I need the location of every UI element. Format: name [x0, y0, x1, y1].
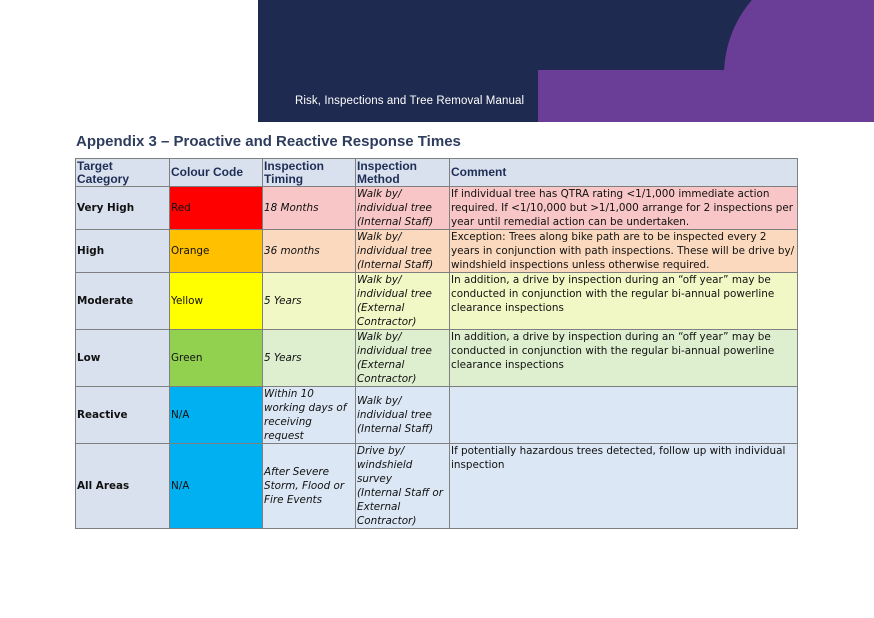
table-row	[76, 330, 798, 387]
category-cell: Moderate	[76, 273, 170, 330]
category-cell: Low	[76, 330, 170, 387]
method-cell: Walk by/ individual tree (External Contractor)	[356, 273, 450, 330]
comment-cell: If potentially hazardous trees detected, follow up with individual inspection	[450, 444, 798, 529]
table-row	[76, 230, 798, 273]
header-colour-code: Colour Code	[170, 159, 263, 187]
header-target-category: Target Category	[76, 159, 170, 187]
category-cell: Reactive	[76, 387, 170, 444]
colour-cell: Yellow	[170, 273, 263, 330]
method-cell: Walk by/ individual tree (Internal Staff)	[356, 187, 450, 230]
table-row	[76, 387, 798, 444]
comment-cell: In addition, a drive by inspection during an “off year” may be conducted in conjunction with the regular bi-annual powerline clearance inspections	[450, 330, 798, 387]
comment-cell: If individual tree has QTRA rating <1/1,000 immediate action required. If <1/10,000 but >1/1,000 arrange for 2 inspections per year until remedial action can be undertaken.	[450, 187, 798, 230]
timing-cell: 5 Years	[263, 330, 356, 387]
response-times-table	[75, 158, 798, 529]
timing-cell: Within 10 working days of receiving request	[263, 387, 356, 444]
header-comment: Comment	[450, 159, 798, 187]
comment-cell: In addition, a drive by inspection during an “off year” may be conducted in conjunction with the regular bi-annual powerline clearance inspections	[450, 273, 798, 330]
colour-cell: Orange	[170, 230, 263, 273]
header-inspection-method: Inspection Method	[356, 159, 450, 187]
table-row	[76, 444, 798, 529]
timing-cell: 18 Months	[263, 187, 356, 230]
timing-cell: 36 months	[263, 230, 356, 273]
category-cell: High	[76, 230, 170, 273]
table-row	[76, 187, 798, 230]
colour-cell: Green	[170, 330, 263, 387]
timing-cell: 5 Years	[263, 273, 356, 330]
header-inspection-timing: Inspection Timing	[263, 159, 356, 187]
timing-cell: After Severe Storm, Flood or Fire Events	[263, 444, 356, 529]
method-cell: Drive by/ windshield survey (Internal Staff or External Contractor)	[356, 444, 450, 529]
banner-title: Risk, Inspections and Tree Removal Manual	[295, 95, 525, 107]
banner-decoration-block	[538, 70, 874, 122]
category-cell: All Areas	[76, 444, 170, 529]
category-cell: Very High	[76, 187, 170, 230]
colour-cell: N/A	[170, 444, 263, 529]
method-cell: Walk by/ individual tree (External Contractor)	[356, 330, 450, 387]
comment-cell: Exception: Trees along bike path are to be inspected every 2 years in conjunction with path inspections. These will be drive by/ windshield inspections unless otherwise required.	[450, 230, 798, 273]
method-cell: Walk by/ individual tree (Internal Staff)	[356, 387, 450, 444]
colour-cell: N/A	[170, 387, 263, 444]
method-cell: Walk by/ individual tree (Internal Staff)	[356, 230, 450, 273]
colour-cell: Red	[170, 187, 263, 230]
table-header-row	[76, 159, 798, 187]
comment-cell	[450, 387, 798, 444]
header-banner	[258, 0, 874, 122]
table-row	[76, 273, 798, 330]
page-title: Appendix 3 – Proactive and Reactive Response Times	[76, 133, 461, 150]
